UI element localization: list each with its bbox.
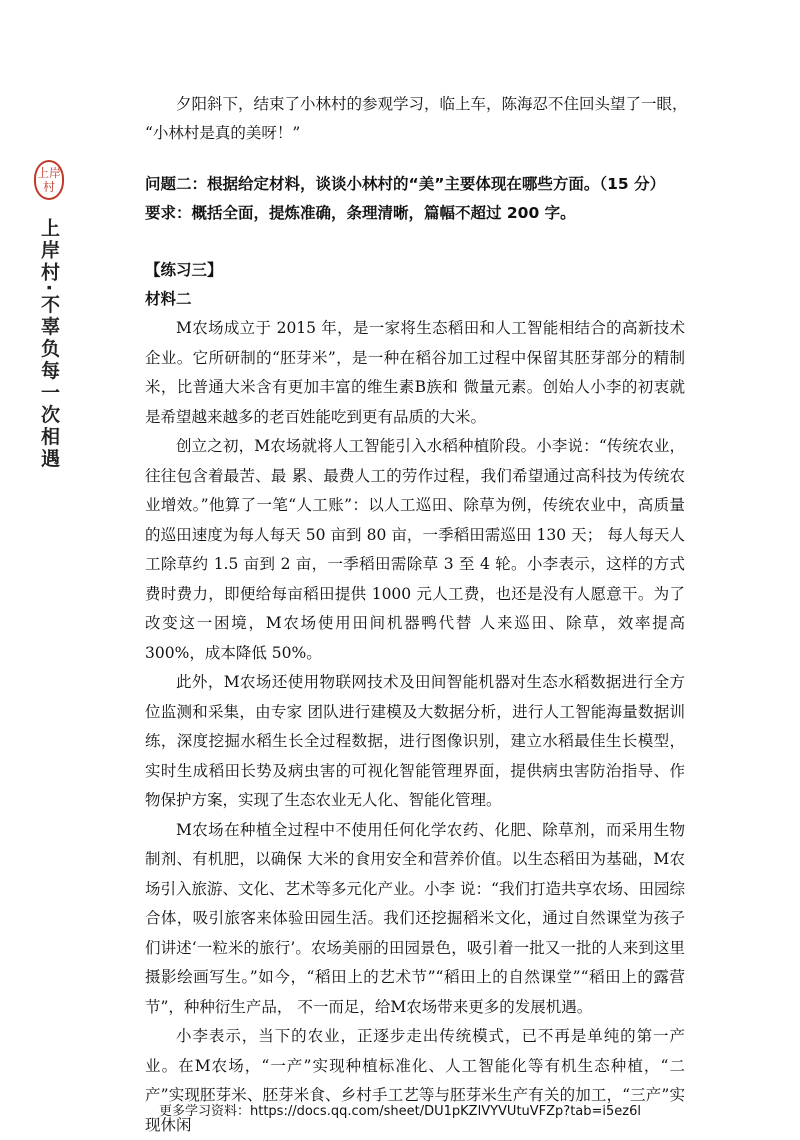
intro-line-2: “小林村是真的美呀！” bbox=[145, 124, 301, 142]
intro-line-1: 夕阳斜下，结束了小林村的参观学习，临上车，陈海忍不住回头望了一眼， bbox=[176, 95, 688, 113]
paragraph-4: M农场在种植全过程中不使用任何化学农药、化肥、除草剂，而采用生物制剂、有机肥，以确保 大米的食用安全和营养价值。以生态稻田为基础，M农场引入旅游、文化、艺术等多元化产业。小李 说：“我们打造共享农场、田园综合体，吸引旅客来体验田园生活。我们还挖掘稻米文化，通过自然课堂为孩子们讲述‘一粒米的旅行’。农场美丽的田园景色，吸引着一批又一批的人来到这里摄影绘画写生。”如今，“稻田上的艺术节”“稻田上的自然课堂”“稻田上的露营节”，种种衍生产品， 不一而足，给M农场带来更多的发展机遇。 bbox=[145, 820, 685, 1016]
question-title: 问题二：根据给定材料，谈谈小林村的“美”主要体现在哪些方面。（15 分） bbox=[145, 175, 666, 193]
footer-resource-link[interactable]: 更多学习资料：https://docs.qq.com/sheet/DU1pKZlVYVUtuVFZp?tab=i5ez6l bbox=[158, 1104, 642, 1119]
logo-line-2: 村 bbox=[42, 180, 55, 194]
document-body bbox=[145, 90, 688, 1140]
question-requirements: 要求：概括全面，提炼准确，条理清晰，篇幅不超过 200 字。 bbox=[145, 204, 576, 222]
paragraph-2: 创立之初，M农场就将人工智能引入水稻种植阶段。小李说：“传统农业，往往包含着最苦、最 累、最费人工的劳作过程，我们希望通过高科技为传统农业增效。”他算了一笔“人工账”：以人工巡田、除草为例，传统农业中，高质量的巡田速度为每人每天 50 亩到 80 亩，一季稻田需巡田 130 天； 每人每天人工除草约 1.5 亩到 2 亩，一季稻田需除草 3 至 4 轮。小李表示，这样的方式费时费力，即便给每亩稻田提供 1000 元人工费，也还是没有人愿意干。为了改变这一困境，M农场使用田间机器鸭代替 人来巡田、除草，效率提高 300%，成本降低 50%。 bbox=[145, 437, 685, 662]
exercise-heading: 【练习三】 bbox=[145, 261, 223, 279]
logo-line-1: 上岸 bbox=[36, 166, 61, 180]
paragraph-1: M农场成立于 2015 年，是一家将生态稻田和人工智能相结合的高新技术企业。它所研制的“胚芽米”，是一种在稻谷加工过程中保留其胚芽部分的精制米，比普通大米含有更加丰富的维生素B族和 微量元素。创始人小李的初衷就是希望越来越多的老百姓能吃到更有品质的大米。 bbox=[145, 319, 685, 426]
paragraph-3: 此外，M农场还使用物联网技术及田间智能机器对生态水稻数据进行全方位监测和采集，由专家 团队进行建模及大数据分析，进行人工智能海量数据训练，深度挖掘水稻生长全过程数据，进行图像识别，建立水稻最佳生长模型，实时生成稻田长势及病虫害的可视化智能管理界面，提供病虫害防治指导、作物保护方案，实现了生态农业无人化、智能化管理。 bbox=[145, 673, 685, 809]
material-heading: 材料二 bbox=[145, 290, 192, 308]
sidebar bbox=[32, 160, 72, 470]
brand-logo bbox=[34, 160, 64, 200]
sidebar-slogan: 上岸村·不辜负每一次相遇 bbox=[38, 218, 60, 471]
paragraph-5: 小李表示，当下的农业，正逐步走出传统模式，已不再是单纯的第一产业。在M农场，“一产”实现种植标准化、人工智能化等有机生态种植，“二产”实现胚芽米、胚芽米食、乡村手工艺等与胚芽米生产有关的加工，“三产”实现休闲 bbox=[145, 1027, 685, 1134]
